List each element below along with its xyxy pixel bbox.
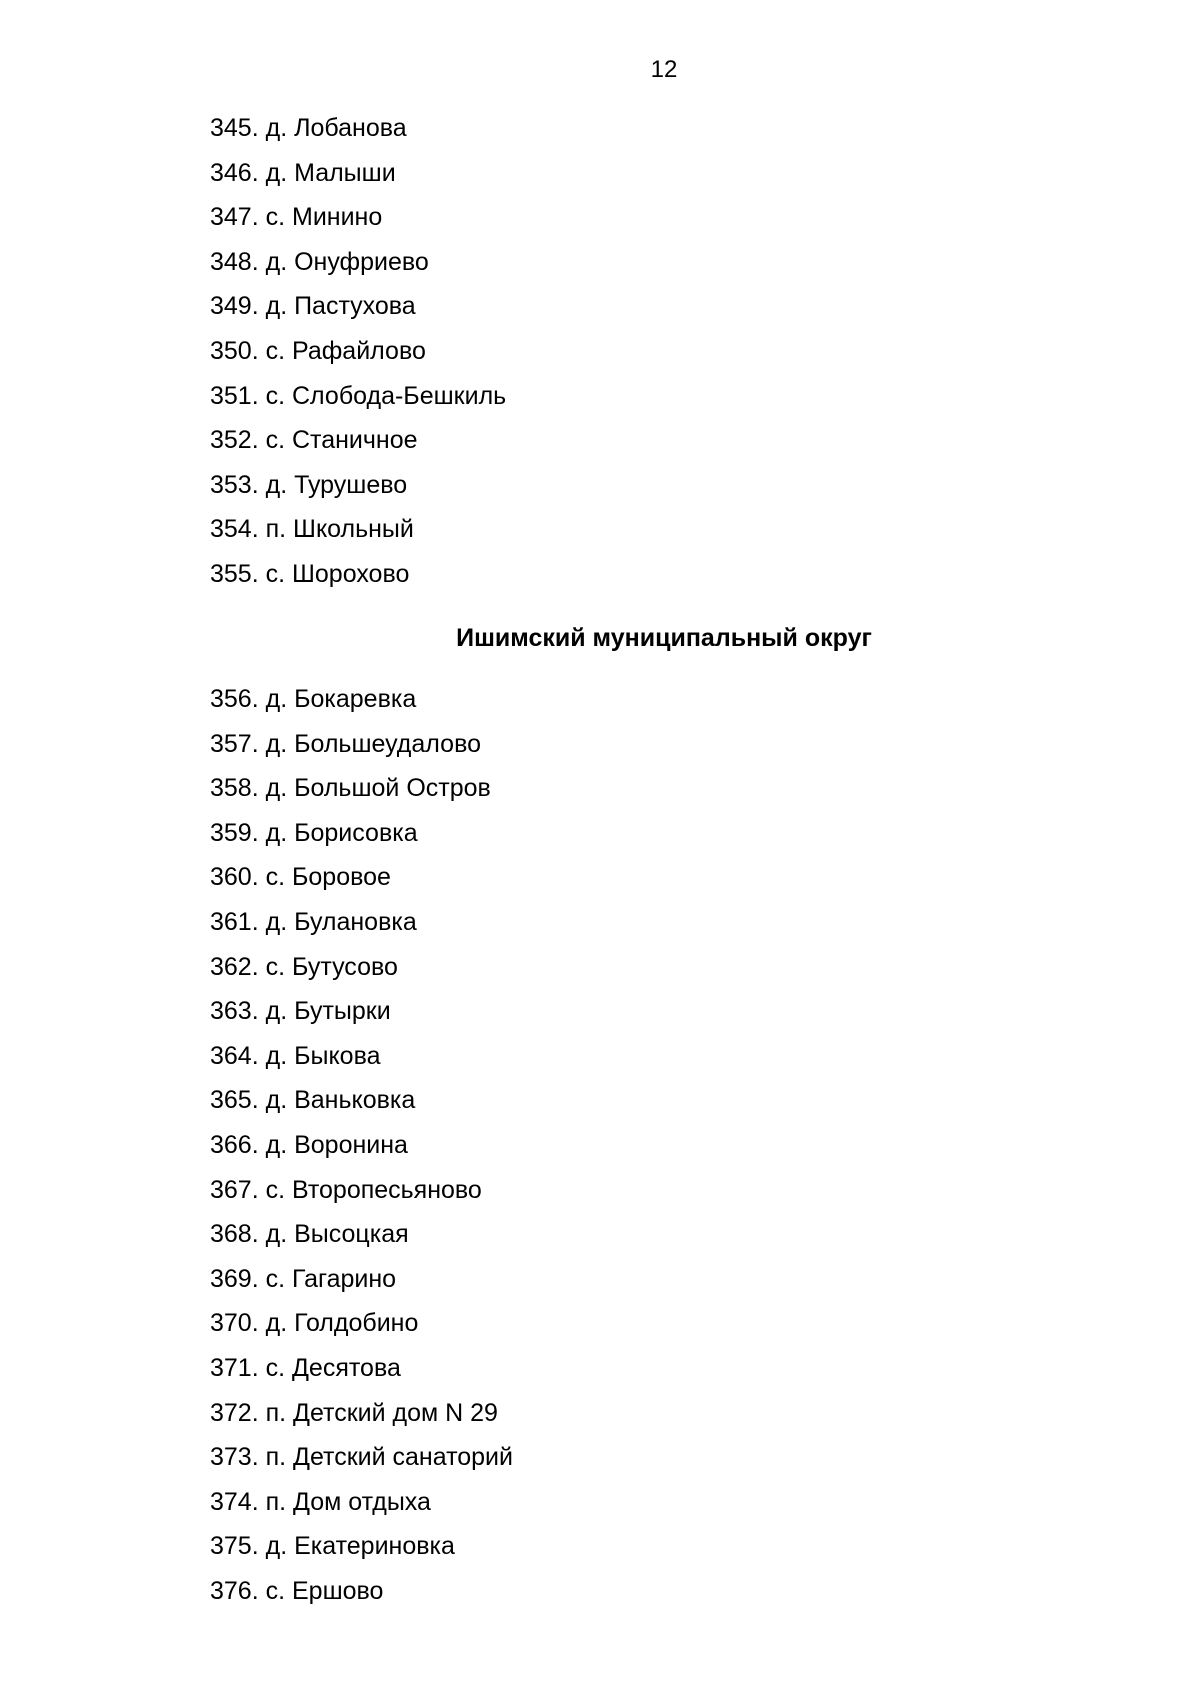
list-item: 366. д. Воронина [210,1130,408,1159]
settlement-list-2 [210,683,513,1619]
list-item: 354. п. Школьный [210,515,414,544]
list-item: 358. д. Большой Остров [210,774,491,803]
list-item: 356. д. Бокаревка [210,685,417,713]
list-item: 364. д. Быкова [210,1041,381,1070]
list-item: 353. д. Турушево [210,470,408,499]
list-item: 351. с. Слобода-Бешкиль [210,381,507,410]
list-item: 359. д. Борисовка [210,818,418,847]
list-item: 372. п. Детский дом N 29 [210,1398,498,1427]
list-item: 352. с. Станичное [210,426,418,455]
list-item: 355. с. Шорохово [210,559,410,588]
page-number: 12 [650,56,678,83]
list-item: 361. д. Булановка [210,907,417,936]
settlement-list-1 [210,112,506,603]
list-item: 374. п. Дом отдыха [210,1487,431,1516]
list-item: 346. д. Малыши [210,158,396,187]
section-heading: Ишимский муниципальный округ [456,624,872,652]
list-item: 360. с. Боровое [210,863,391,892]
list-item: 350. с. Рафайлово [210,336,426,365]
list-item: 368. д. Высоцкая [210,1220,409,1249]
list-item: 347. с. Минино [210,203,383,232]
list-item: 367. с. Второпесьяново [210,1175,482,1204]
list-item: 345. д. Лобанова [210,114,407,142]
list-item: 365. д. Ваньковка [210,1086,416,1115]
list-item: 348. д. Онуфриево [210,247,429,276]
list-item: 376. с. Ершово [210,1576,384,1605]
list-item: 370. д. Голдобино [210,1309,419,1338]
list-item: 373. п. Детский санаторий [210,1443,513,1472]
list-item: 349. д. Пастухова [210,292,416,321]
list-item: 363. д. Бутырки [210,997,391,1026]
list-item: 362. с. Бутусово [210,952,398,981]
list-item: 375. д. Екатериновка [210,1532,455,1561]
list-item: 371. с. Десятова [210,1353,401,1382]
list-item: 357. д. Большеудалово [210,729,481,758]
list-item: 369. с. Гагарино [210,1264,397,1293]
